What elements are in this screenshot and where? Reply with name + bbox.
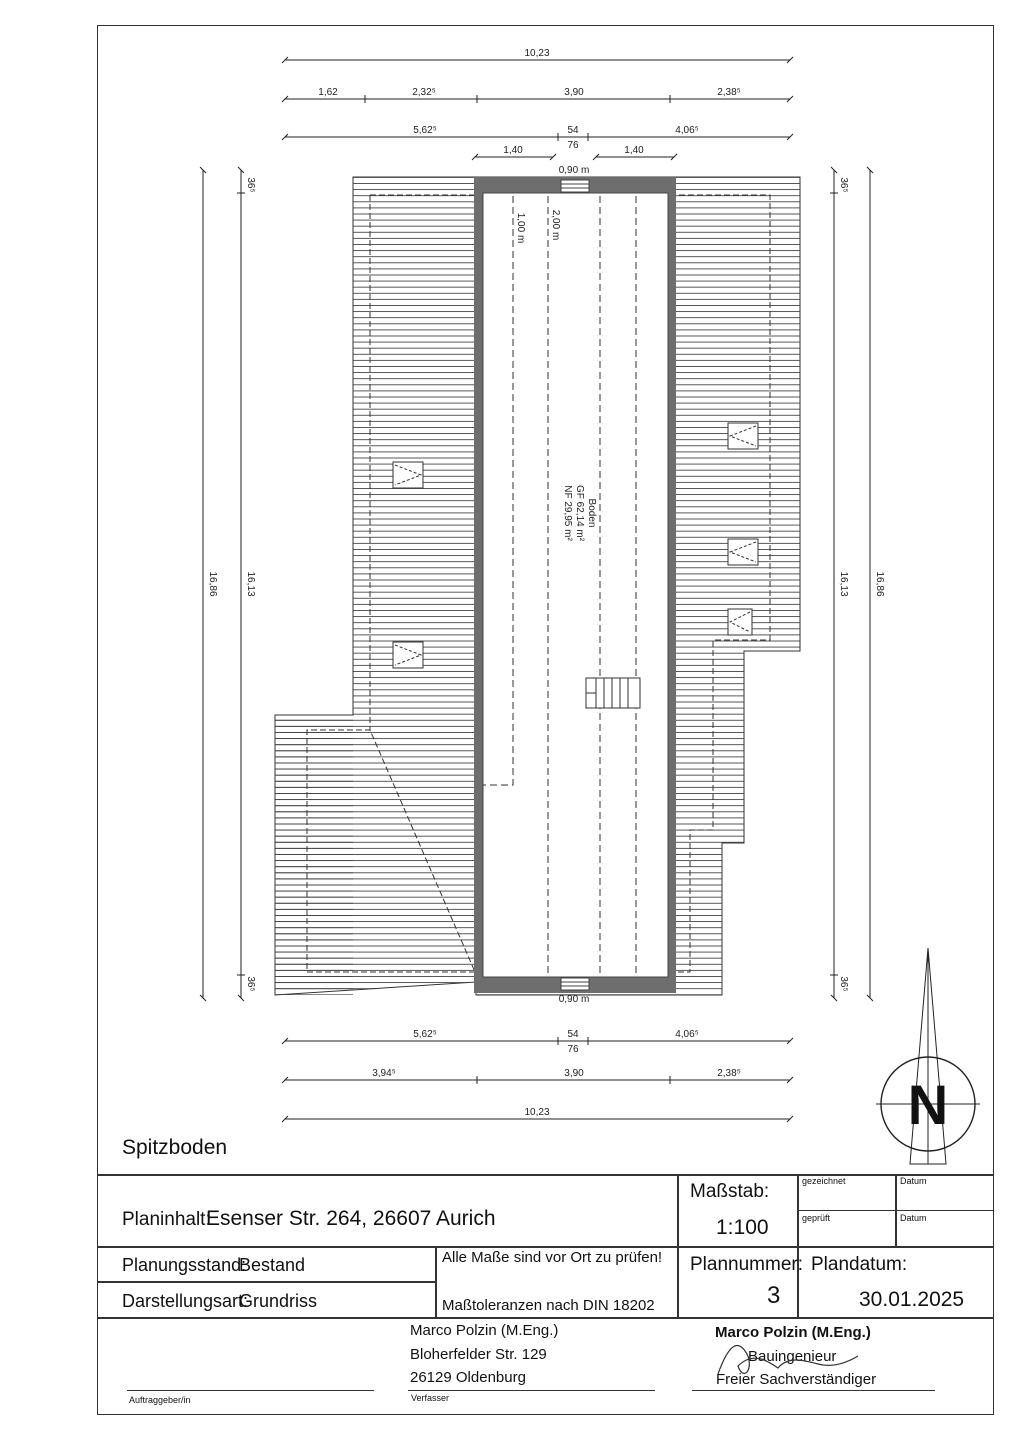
room-gf: GF 62,14 m²: [574, 484, 585, 542]
dim-top-row3-1: 5,62⁵: [413, 125, 437, 136]
dim-bottom-row2-3: 2,38⁵: [717, 1068, 741, 1079]
planungsstand-label: Planungsstand:: [122, 1255, 247, 1275]
stamp-role-expert: Freier Sachverständiger: [716, 1371, 877, 1388]
dim-right-inner: 16,13: [838, 571, 849, 597]
dim-left-inner: 16,13: [245, 571, 256, 597]
dim-top-row3-4: 4,06⁵: [675, 125, 699, 136]
height-label-1m: 1,00 m: [515, 212, 526, 244]
dim-bottom-total: 10,23: [524, 1107, 550, 1118]
opening-bottom-label: 0,90 m: [558, 994, 590, 1005]
dim-left-small-bottom: 36⁵: [245, 976, 256, 992]
dim-bottom-row1-1: 5,62⁵: [413, 1029, 437, 1040]
dim-left-small-top: 36⁵: [245, 177, 256, 193]
room-boden: [483, 193, 668, 977]
dim-bottom-row1-2: 54: [567, 1029, 579, 1040]
verfasser-label: Verfasser: [411, 1393, 450, 1403]
massstab-label: Maßstab:: [690, 1181, 770, 1202]
dim-top-row2-2: 2,32⁵: [412, 87, 436, 98]
dim-bottom-row2-1: 3,94⁵: [372, 1068, 396, 1079]
note-check-dimensions: Alle Maße sind vor Ort zu prüfen!: [442, 1249, 663, 1266]
verfasser-name: Marco Polzin (M.Eng.): [410, 1322, 559, 1339]
dim-top-row2-1: 1,62: [318, 87, 338, 98]
note-tolerances: Maßtoleranzen nach DIN 18202: [442, 1297, 655, 1314]
dim-top-row3-2: 54: [567, 125, 579, 136]
dim-top-total: 10,23: [524, 48, 550, 59]
dim-bottom-row1-3: 76: [567, 1044, 579, 1055]
dim-top-row2-4: 2,38⁵: [717, 87, 741, 98]
planinhalt-value: Esenser Str. 264, 26607 Aurich: [206, 1207, 496, 1230]
opening-top-label: 0,90 m: [558, 165, 590, 176]
verfasser-street: Bloherfelder Str. 129: [410, 1346, 547, 1363]
height-label-2m: 2,00 m: [550, 209, 561, 241]
darstellungsart-value: Grundriss: [239, 1291, 318, 1311]
dim-top-row4-1: 1,40: [503, 145, 523, 156]
stamp-name: Marco Polzin (M.Eng.): [715, 1324, 871, 1341]
plandatum-value: 30.01.2025: [859, 1288, 965, 1311]
plannummer-label: Plannummer:: [690, 1254, 803, 1275]
north-arrow: [876, 948, 980, 1164]
planinhalt-label: Planinhalt:: [122, 1209, 211, 1230]
gezeichnet-label: gezeichnet: [802, 1176, 846, 1186]
room-nf: NF 29,95 m²: [562, 485, 573, 541]
planungsstand-value: Bestand: [239, 1255, 306, 1275]
datum-label-2: Datum: [900, 1213, 927, 1223]
dim-bottom-row1-4: 4,06⁵: [675, 1029, 699, 1040]
dim-left-outer: 16,86: [207, 571, 218, 597]
north-label: N: [907, 1073, 949, 1136]
dim-top-row2-3: 3,90: [564, 87, 584, 98]
dim-bottom-row2-2: 3,90: [564, 1068, 584, 1079]
darstellungsart-label: Darstellungsart:: [122, 1291, 249, 1311]
plannummer-value: 3: [767, 1282, 781, 1309]
massstab-value: 1:100: [716, 1216, 769, 1239]
opening-bottom: [561, 978, 589, 990]
dim-right-small-top: 36⁵: [838, 177, 849, 193]
stair-ladder: [586, 678, 640, 708]
drawing-title: Spitzboden: [122, 1136, 228, 1159]
room-name: Boden: [586, 498, 597, 528]
dim-right-small-bottom: 36⁵: [838, 976, 849, 992]
geprueft-label: geprüft: [802, 1213, 831, 1223]
opening-top: [561, 180, 589, 192]
auftraggeber-label: Auftraggeber/in: [129, 1395, 191, 1405]
stamp-role-engineer: Bauingenieur: [748, 1348, 837, 1365]
signature: [708, 1326, 868, 1388]
verfasser-city: 26129 Oldenburg: [410, 1369, 526, 1386]
dim-right-outer: 16,86: [874, 571, 885, 597]
plandatum-label: Plandatum:: [811, 1254, 908, 1275]
dim-top-row4-2: 1,40: [624, 145, 644, 156]
dim-top-row3-3: 76: [567, 140, 579, 151]
datum-label-1: Datum: [900, 1176, 927, 1186]
